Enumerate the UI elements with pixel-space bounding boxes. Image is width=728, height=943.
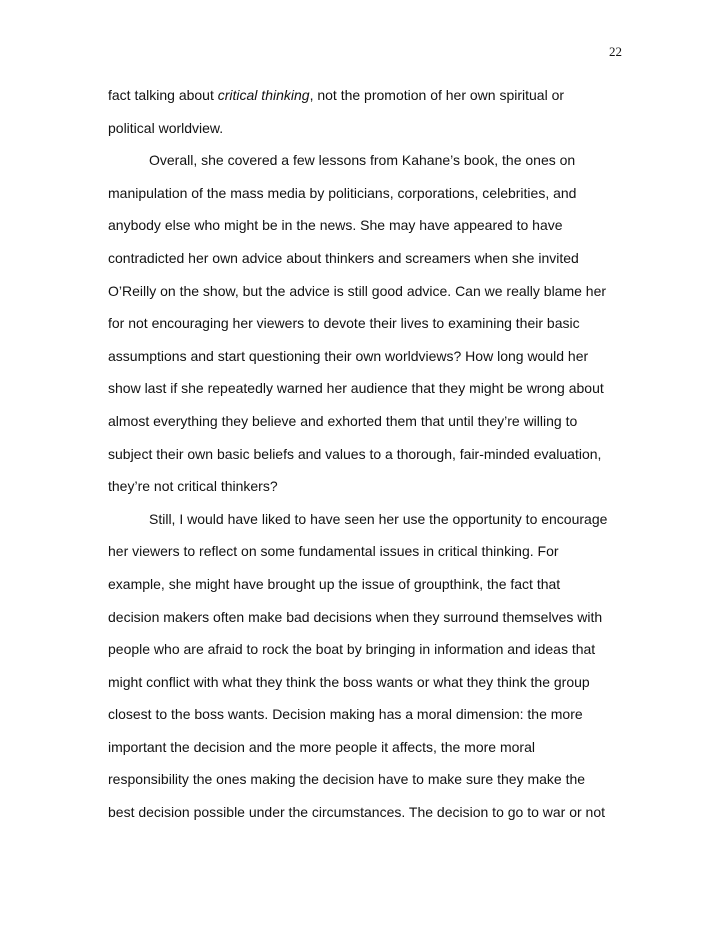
text-line: closest to the boss wants. Decision making has a moral dimension: the more <box>108 706 583 723</box>
italic-phrase: critical thinking <box>217 87 310 103</box>
text-line: people who are afraid to rock the boat by bringing in information and ideas that <box>108 641 596 658</box>
text-line: important the decision and the more people it affects, the more moral <box>108 738 535 755</box>
text-line: show last if she repeatedly warned her audience that they might be wrong about <box>108 380 604 397</box>
text-segment: fact talking about <box>108 87 218 103</box>
page-number: 22 <box>609 44 622 59</box>
text-line: example, she might have brought up the issue of groupthink, the fact that <box>108 575 561 592</box>
text-line: almost everything they believe and exhorted them that until they’re willing to <box>108 412 578 429</box>
body-text <box>108 84 628 834</box>
text-line <box>108 84 628 117</box>
text-segment: , not the promotion of her own spiritual or <box>309 87 565 103</box>
text-line: contradicted her own advice about thinkers and screamers when she invited <box>108 249 579 266</box>
text-line: might conflict with what they think the boss wants or what they think the group <box>108 673 590 690</box>
text-line: best decision possible under the circumstances. The decision to go to war or not <box>108 804 606 821</box>
text-line: subject their own basic beliefs and values to a thorough, fair-minded evaluation, <box>108 445 602 462</box>
text-line: responsibility the ones making the decision have to make sure they make the <box>108 771 586 788</box>
paragraph-first-line: Overall, she covered a few lessons from Kahane’s book, the ones on <box>149 152 576 169</box>
text-line: they’re not critical thinkers? <box>108 478 278 495</box>
text-line: decision makers often make bad decisions when they surround themselves with <box>108 608 603 625</box>
text-line: manipulation of the mass media by politicians, corporations, celebrities, and <box>108 184 577 201</box>
paragraph-first-line: Still, I would have liked to have seen her use the opportunity to encourage <box>149 510 608 527</box>
text-line: her viewers to reflect on some fundamental issues in critical thinking. For <box>108 543 559 560</box>
text-line: political worldview. <box>108 119 224 136</box>
text-line: assumptions and start questioning their own worldviews? How long would her <box>108 347 589 364</box>
text-line: O’Reilly on the show, but the advice is still good advice. Can we really blame her <box>108 282 607 299</box>
text-line: for not encouraging her viewers to devote their lives to examining their basic <box>108 315 580 332</box>
text-line: anybody else who might be in the news. She may have appeared to have <box>108 217 563 234</box>
